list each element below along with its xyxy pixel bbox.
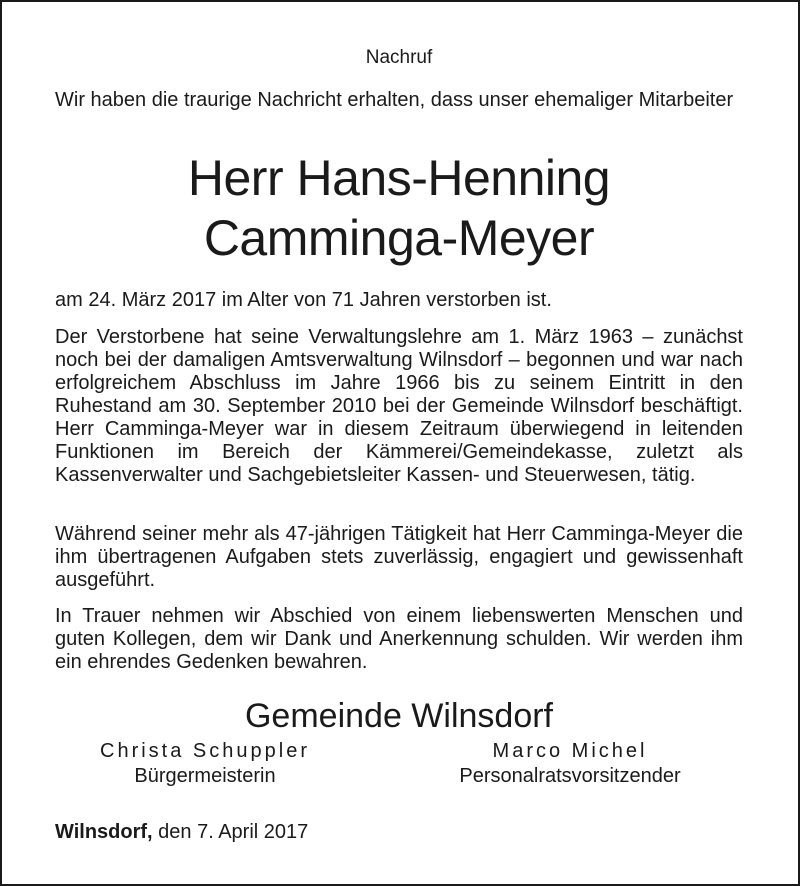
place-and-date [55,820,308,844]
career-paragraph: Der Verstorbene hat seine Verwaltungslehre am 1. März 1963 – zunächst noch bei der damaligen Amtsverwaltung Wilnsdorf – begonnen und war nach erfolgreichem Abschluss im Jahre 1966 bis zu seinem Eintritt in den Ruhestand am 30. September 2010 bei der Gemeinde Wilnsdorf beschäftigt. Herr Camminga-Meyer war in diesem Zeitraum überwiegend in leitenden Funktionen im Bereich der Kämmerei/Gemeindekasse, zuletzt als Kassenverwalter und Sachgebietsleiter Kassen- und Steuerwesen, tätig. [55,326,743,486]
organization-name: Gemeinde Wilnsdorf [244,697,553,735]
signer-mayor [55,739,355,789]
farewell-paragraph: In Trauer nehmen wir Abschied von einem liebenswerten Menschen und guten Kollegen, dem wir Dank und Anerkennung schulden. Wir werden ihm ein ehrendes Gedenken bewahren. [55,605,743,673]
signer-name: Marco Michel [492,740,648,762]
notice-heading: Nachruf [365,47,433,68]
deceased-name-line-1: Herr Hans-Henning [187,150,611,206]
signer-title: Bürgermeisterin [134,765,276,787]
tribute-paragraph: Während seiner mehr als 47-jährigen Tätigkeit hat Herr Camminga-Meyer die ihm übertragenen Aufgaben stets zuverlässig, engagiert und gewissenhaft ausgeführt. [55,523,743,591]
intro-text: Wir haben die traurige Nachricht erhalten, dass unser ehemaliger Mitarbeiter [55,89,734,111]
deceased-name-line-2: Camminga-Meyer [203,210,595,266]
deceased-name [55,148,743,268]
signer-council-chair [395,739,745,789]
signer-title: Personalratsvorsitzender [459,765,681,787]
death-statement: am 24. März 2017 im Alter von 71 Jahren verstorben ist. [55,289,552,311]
place: Wilnsdorf, [55,821,153,843]
signer-name: Christa Schuppler [100,740,310,762]
date: den 7. April 2017 [158,821,309,843]
